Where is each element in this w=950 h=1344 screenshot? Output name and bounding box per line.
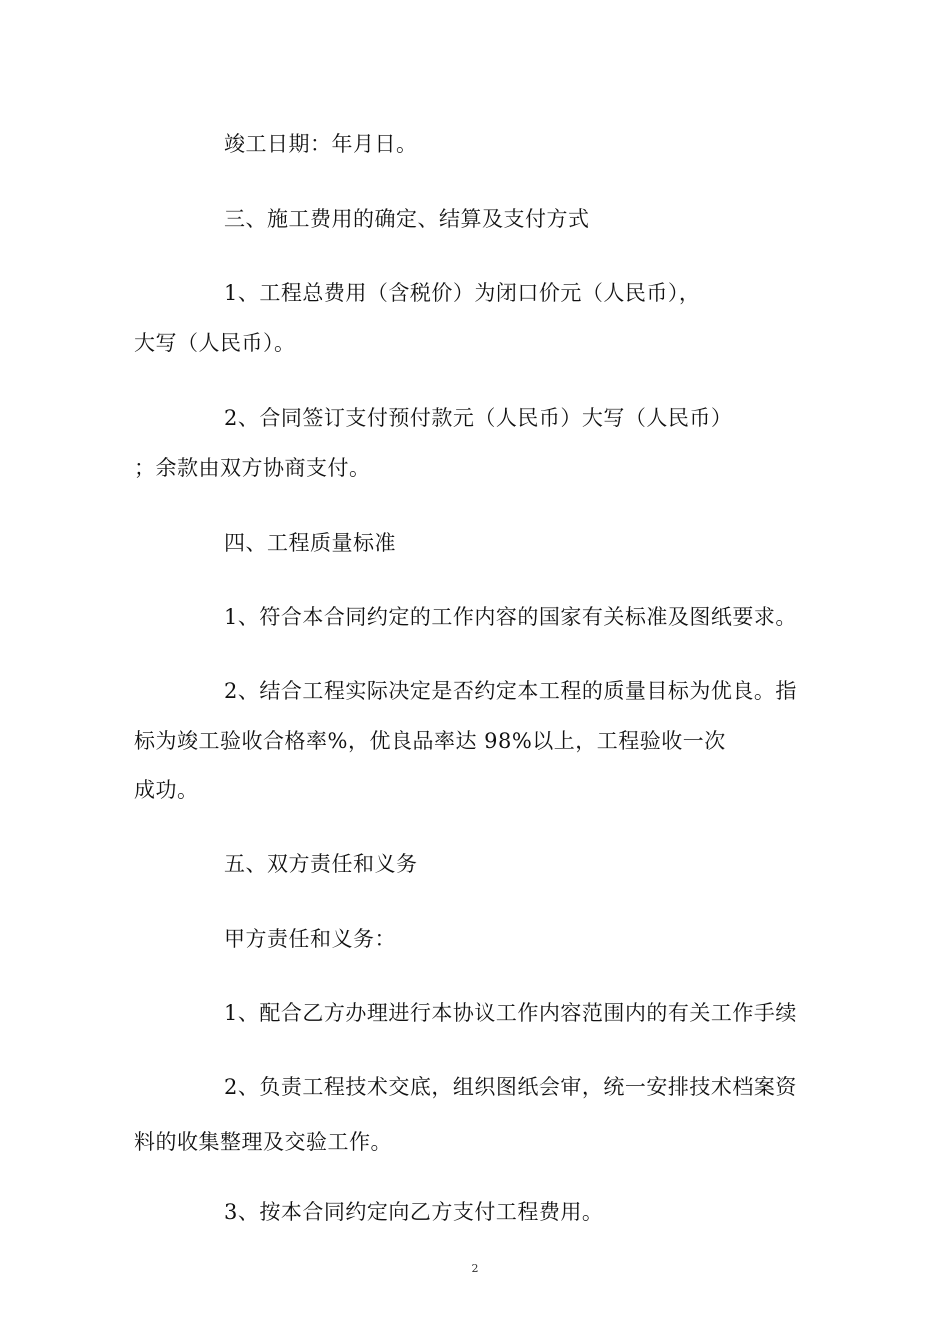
section-heading-3: 三、施工费用的确定、结算及支付方式 — [224, 207, 590, 231]
subheading: 甲方责任和义务： — [224, 927, 396, 951]
paragraph-line: 2、负责工程技术交底，组织图纸会审，统一安排技术档案资 — [224, 1075, 797, 1099]
paragraph-line: 1、工程总费用（含税价）为闭口价元（人民币）， — [224, 281, 701, 305]
paragraph-line: 3、按本合同约定向乙方支付工程费用。 — [224, 1200, 604, 1224]
paragraph-line: 2、合同签订支付预付款元（人民币）大写（人民币） — [224, 406, 733, 430]
paragraph-line: 大写（人民币）。 — [134, 331, 296, 355]
section-heading-5: 五、双方责任和义务 — [224, 852, 418, 876]
paragraph-line: 1、符合本合同约定的工作内容的国家有关标准及图纸要求。 — [224, 605, 797, 629]
paragraph-line: 料的收集整理及交验工作。 — [134, 1130, 392, 1154]
paragraph-line: 1、配合乙方办理进行本协议工作内容范围内的有关工作手续 — [224, 1001, 797, 1025]
paragraph-line: 2、结合工程实际决定是否约定本工程的质量目标为优良。指 — [224, 679, 797, 703]
paragraph-line: ；余款由双方协商支付。 — [134, 456, 371, 480]
paragraph-line: 成功。 — [134, 778, 199, 802]
section-heading-4: 四、工程质量标准 — [224, 531, 396, 555]
page-number: 2 — [471, 1262, 479, 1275]
paragraph-line: 标为竣工验收合格率%，优良品率达 98%以上，工程验收一次 — [134, 729, 726, 753]
completion-date-line: 竣工日期：年月日。 — [224, 132, 418, 156]
